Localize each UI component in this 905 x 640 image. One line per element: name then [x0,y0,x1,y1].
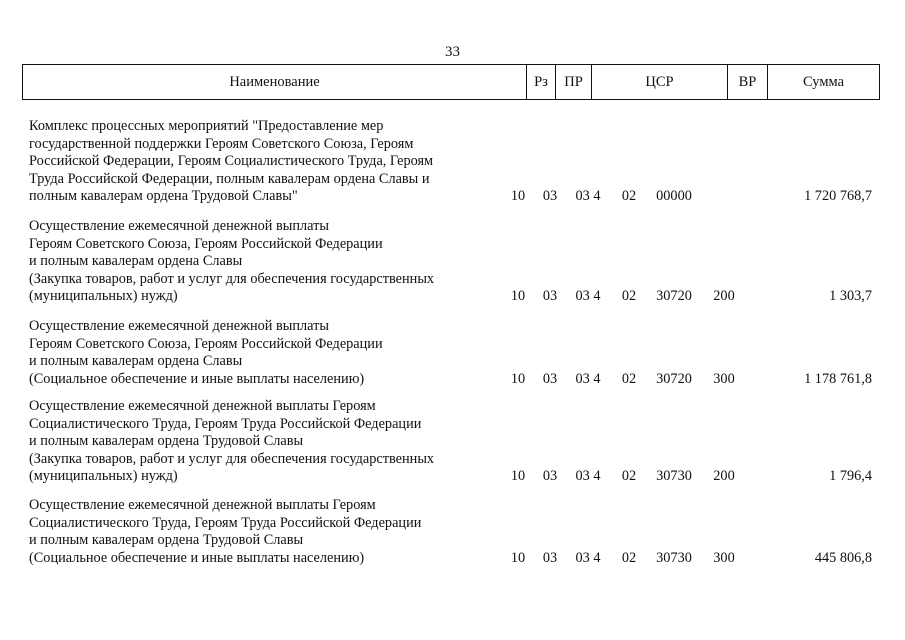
row-name-line: Героям Советского Союза, Героям Российской Федерации [29,335,383,352]
row-vr: 300 [713,549,735,566]
row-name [29,497,499,567]
row-csr-program: 03 4 [575,370,601,387]
row-name-line: Осуществление ежемесячной денежной выплаты Героям [29,398,376,414]
table-header [22,64,880,100]
row-pr: 03 [542,188,558,204]
row-name-line: Труда Российской Федерации, полным кавалерам ордена Славы и [29,170,430,187]
row-csr-program: 03 4 [575,549,601,566]
row-vr: 200 [713,288,735,304]
row-csr-direction: 02 [621,370,637,387]
row-name-line: Социалистического Труда, Героям Труда Российской Федерации [29,415,422,432]
row-name-line: (Социальное обеспечение и иные выплаты населению) [29,370,365,387]
row-name-line: и полным кавалерам ордена Трудовой Славы [29,532,304,548]
row-name-line: Героям Советского Союза, Героям Российской Федерации [29,235,383,252]
row-name [29,218,499,306]
row-csr-program: 03 4 [575,468,601,484]
row-csr-direction: 02 [621,468,637,484]
row-sum: 1 720 768,7 [804,188,872,204]
row-name-line: (муниципальных) нужд) [29,468,178,484]
row-csr-direction: 02 [621,288,637,304]
table-row [0,318,905,388]
header-csr: ЦСР [591,65,727,99]
row-vr: 300 [713,370,735,387]
row-name-line: государственной поддержки Героям Советского Союза, Героям [29,135,414,152]
row-csr-code: 30730 [656,549,692,566]
row-rz: 10 [510,370,526,387]
row-csr-code: 30720 [656,288,692,304]
table-row [0,218,905,306]
row-name-line: Комплекс процессных мероприятий "Предоставление мер [29,118,384,134]
row-sum: 445 806,8 [814,549,872,566]
row-name-line: Осуществление ежемесячной денежной выплаты [29,318,329,334]
row-csr-direction: 02 [621,549,637,566]
row-pr: 03 [542,370,558,387]
row-name-line: Российской Федерации, Героям Социалистического Труда, Героям [29,153,434,169]
row-vr: 200 [713,468,735,484]
row-name-line: полным кавалерам ордена Трудовой Славы" [29,188,298,204]
table-row [0,118,905,206]
row-name [29,318,499,388]
row-name-line: (муниципальных) нужд) [29,288,178,304]
row-rz: 10 [510,188,526,204]
row-name-line: и полным кавалерам ордена Славы [29,253,243,269]
row-csr-program: 03 4 [575,188,601,204]
row-csr-code: 30730 [656,468,692,484]
row-rz: 10 [510,549,526,566]
row-sum: 1 796,4 [829,468,872,484]
header-pr: ПР [555,65,591,99]
table-row [0,398,905,486]
row-name [29,118,499,206]
row-pr: 03 [542,468,558,484]
header-sum: Сумма [767,65,879,99]
row-rz: 10 [510,468,526,484]
row-name-line: (Социальное обеспечение и иные выплаты населению) [29,549,365,566]
row-rz: 10 [510,288,526,304]
row-name-line: Осуществление ежемесячной денежной выплаты [29,218,329,234]
table-row [0,497,905,567]
row-sum: 1 303,7 [829,288,872,304]
row-name-line: Осуществление ежемесячной денежной выплаты Героям [29,497,376,513]
row-name [29,398,499,486]
row-name-line: (Закупка товаров, работ и услуг для обеспечения государственных [29,270,435,287]
row-sum: 1 178 761,8 [804,370,872,387]
row-pr: 03 [542,288,558,304]
row-csr-program: 03 4 [575,288,601,304]
row-csr-code: 00000 [656,188,692,204]
row-csr-code: 30720 [656,370,692,387]
row-name-line: Социалистического Труда, Героям Труда Российской Федерации [29,514,422,531]
row-pr: 03 [542,549,558,566]
row-name-line: (Закупка товаров, работ и услуг для обеспечения государственных [29,450,435,467]
header-name: Наименование [229,74,320,90]
row-name-line: и полным кавалерам ордена Трудовой Славы [29,433,304,449]
row-csr-direction: 02 [621,188,637,204]
header-rz: Рз [526,65,555,99]
page-number: 33 [445,44,460,60]
header-vr: ВР [727,65,767,99]
row-name-line: и полным кавалерам ордена Славы [29,353,243,369]
